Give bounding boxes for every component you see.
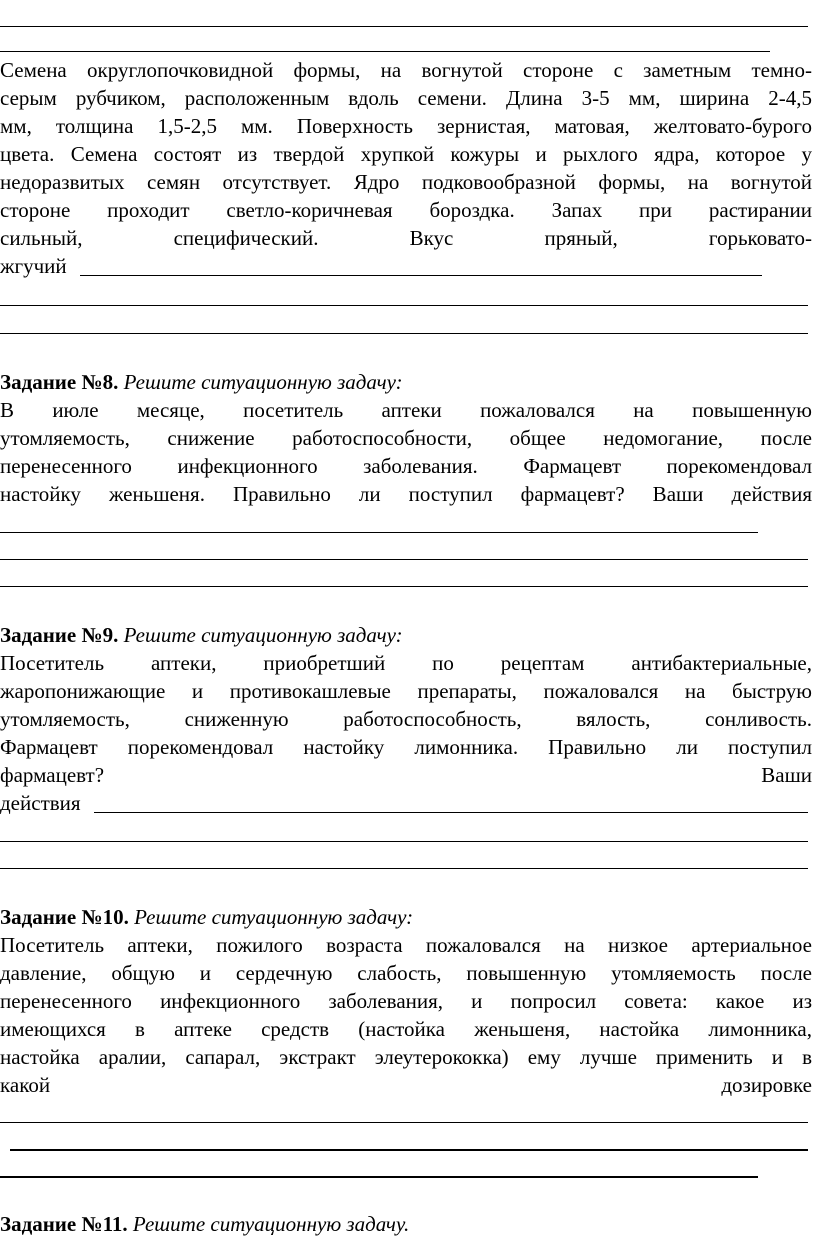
task-text-line: жаропонижающие и противокашлевые препараты, пожаловался на быструю bbox=[0, 679, 812, 703]
answer-line bbox=[94, 812, 808, 813]
task-title: Задание №8. bbox=[0, 370, 119, 394]
answer-line bbox=[10, 1149, 808, 1151]
task-heading bbox=[0, 1210, 409, 1238]
task-text-line: настойку женьшеня. Правильно ли поступил фармацевт? Ваши действия bbox=[0, 482, 812, 506]
task-text-line: Посетитель аптеки, пожилого возраста пожаловался на низкое артериальное bbox=[0, 933, 812, 957]
answer-line bbox=[0, 559, 808, 560]
answer-line bbox=[0, 1176, 758, 1178]
paragraph-line: сильный, специфический. Вкус пряный, горьковато- bbox=[0, 226, 812, 250]
task-title: Задание №11. bbox=[0, 1212, 128, 1236]
task-title: Задание №10. bbox=[0, 905, 129, 929]
paragraph-line: мм, толщина 1,5-2,5 мм. Поверхность зернистая, матовая, желтовато-бурого bbox=[0, 114, 812, 138]
task-text-line: какой дозировке bbox=[0, 1073, 812, 1097]
paragraph-line: стороне проходит светло-коричневая бороздка. Запах при растирании bbox=[0, 198, 812, 222]
task-title: Задание №9. bbox=[0, 623, 119, 647]
answer-line bbox=[0, 305, 808, 306]
task-text-line: утомляемость, сниженную работоспособность, вялость, сонливость. bbox=[0, 707, 812, 731]
task-text-line: перенесенного инфекционного заболевания, и попросил совета: какое из bbox=[0, 989, 812, 1013]
task-text-line: давление, общую и сердечную слабость, повышенную утомляемость после bbox=[0, 961, 812, 985]
answer-line bbox=[0, 333, 808, 334]
task-text-line: имеющихся в аптеке средств (настойка женьшеня, настойка лимонника, bbox=[0, 1017, 812, 1041]
task-text-line: Посетитель аптеки, приобретший по рецептам антибактериальные, bbox=[0, 651, 812, 675]
task-text-line: фармацевт? Ваши bbox=[0, 763, 812, 787]
answer-line bbox=[0, 51, 770, 52]
paragraph-line: цвета. Семена состоят из твердой хрупкой кожуры и рыхлого ядра, которое у bbox=[0, 142, 812, 166]
answer-line bbox=[0, 841, 808, 842]
task-subtitle: Решите ситуационную задачу: bbox=[123, 370, 403, 394]
paragraph-line: жгучий bbox=[0, 254, 67, 278]
task-text-line: В июле месяце, посетитель аптеки пожаловался на повышенную bbox=[0, 398, 812, 422]
paragraph-line: Семена округлопочковидной формы, на вогнутой стороне с заметным темно- bbox=[0, 58, 812, 82]
task-subtitle: Решите ситуационную задачу: bbox=[134, 905, 414, 929]
task-text-line: действия bbox=[0, 791, 81, 815]
answer-line bbox=[0, 532, 758, 533]
task-heading bbox=[0, 621, 403, 649]
answer-line bbox=[80, 275, 762, 276]
task-text-line: перенесенного инфекционного заболевания. Фармацевт порекомендовал bbox=[0, 454, 812, 478]
task-heading bbox=[0, 903, 413, 931]
paragraph-line: серым рубчиком, расположенным вдоль семени. Длина 3-5 мм, ширина 2-4,5 bbox=[0, 86, 812, 110]
paragraph-line: недоразвитых семян отсутствует. Ядро подковообразной формы, на вогнутой bbox=[0, 170, 812, 194]
task-subtitle: Решите ситуационную задачу: bbox=[123, 623, 403, 647]
task-text-line: утомляемость, снижение работоспособности, общее недомогание, после bbox=[0, 426, 812, 450]
task-heading bbox=[0, 368, 403, 396]
answer-line bbox=[0, 26, 808, 27]
answer-line bbox=[0, 868, 808, 869]
answer-line bbox=[0, 586, 808, 587]
task-text-line: Фармацевт порекомендовал настойку лимонника. Правильно ли поступил bbox=[0, 735, 812, 759]
task-text-line: настойка аралии, сапарал, экстракт элеутерококка) ему лучше применить и в bbox=[0, 1045, 812, 1069]
task-subtitle: Решите ситуационную задачу. bbox=[132, 1212, 410, 1236]
answer-line bbox=[0, 1122, 808, 1123]
